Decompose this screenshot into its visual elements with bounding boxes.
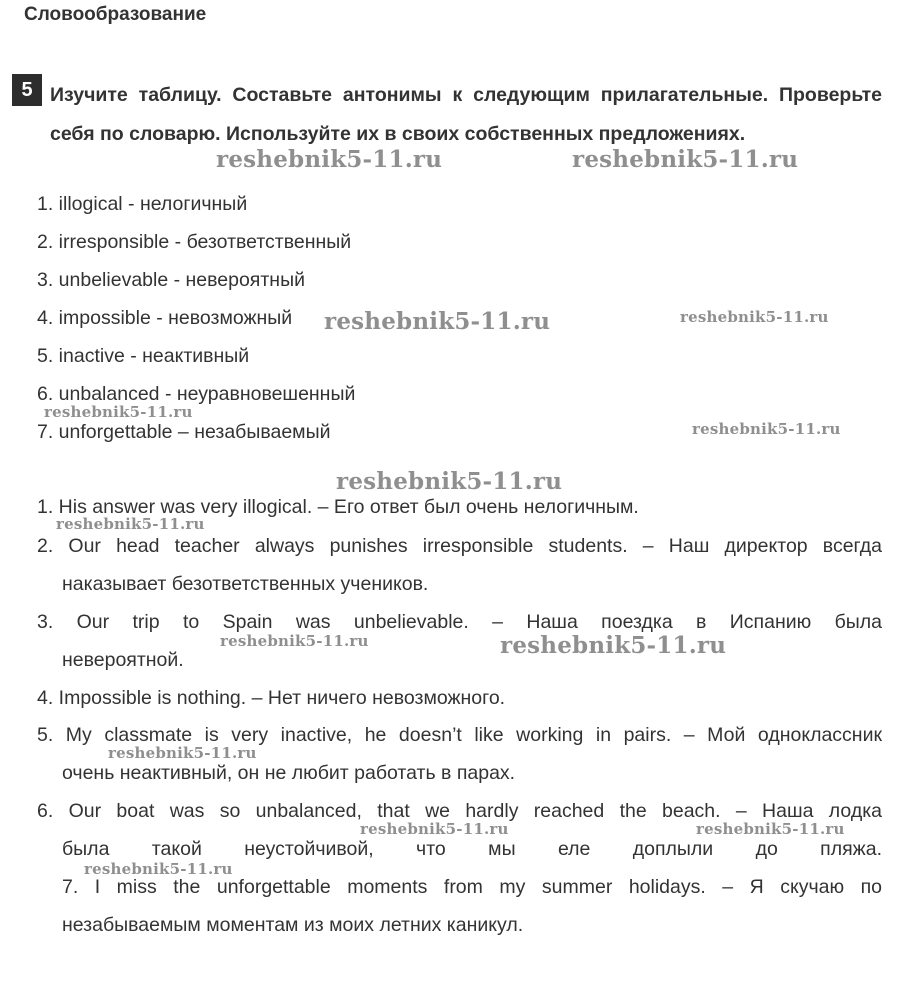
watermark: reshebnik5-11.ru xyxy=(572,146,799,173)
antonym-item-4: 4. impossible - невозможный xyxy=(37,307,293,329)
sentence-2 xyxy=(37,527,882,603)
sentence-5-line-1: 5. My classmate is very inactive, he doesn’t like working in pairs. – Мой одноклассник xyxy=(37,724,882,746)
watermark: reshebnik5-11.ru xyxy=(84,860,233,878)
watermark: reshebnik5-11.ru xyxy=(44,403,193,421)
antonym-item-2: 2. irresponsible - безответственный xyxy=(37,231,352,253)
sentence-3-line-2: невероятной. xyxy=(62,649,184,671)
antonym-item-6: 6. unbalanced - неуравновешенный xyxy=(37,383,356,405)
antonym-item-5: 5. inactive - неактивный xyxy=(37,345,250,367)
antonym-item-7: 7. unforgettable – незабываемый xyxy=(37,421,331,443)
watermark: reshebnik5-11.ru xyxy=(324,308,551,335)
sentence-7-line-1: 7. I miss the unforgettable moments from my summer holidays. – Я скучаю по xyxy=(62,876,882,898)
sentence-7-line-2: незабываемым моментам из моих летних каникул. xyxy=(62,914,524,936)
sentence-3 xyxy=(37,603,882,679)
sentence-1: 1. His answer was very illogical. – Его ответ был очень нелогичным. xyxy=(37,496,639,518)
watermark: reshebnik5-11.ru xyxy=(336,468,563,495)
sentence-4: 4. Impossible is nothing. – Нет ничего невозможного. xyxy=(37,687,506,709)
watermark: reshebnik5-11.ru xyxy=(56,515,205,533)
section-title: Словообразование xyxy=(24,4,207,25)
watermark: reshebnik5-11.ru xyxy=(360,820,509,838)
watermark: reshebnik5-11.ru xyxy=(216,146,443,173)
sentence-7 xyxy=(37,868,882,944)
task-number-badge: 5 xyxy=(12,74,42,106)
sentence-2-line-2: наказывает безответственных учеников. xyxy=(62,573,429,595)
sentence-5-line-2: очень неактивный, он не любит работать в парах. xyxy=(62,762,516,784)
sentence-6-line-1: 6. Our boat was so unbalanced, that we hardly reached the beach. – Наша лодка xyxy=(37,800,882,822)
watermark: reshebnik5-11.ru xyxy=(220,632,369,650)
watermark: reshebnik5-11.ru xyxy=(500,632,727,659)
watermark: reshebnik5-11.ru xyxy=(696,820,845,838)
sentence-2-line-1: 2. Our head teacher always punishes irresponsible students. – Наш директор всегда xyxy=(37,535,882,557)
antonym-item-3: 3. unbelievable - невероятный xyxy=(37,269,305,291)
sentence-6-line-2: была такой неустойчивой, что мы еле доплыли до пляжа. xyxy=(62,838,882,860)
watermark: reshebnik5-11.ru xyxy=(692,420,841,438)
sentence-3-line-1: 3. Our trip to Spain was unbelievable. – Наша поездка в Испанию была xyxy=(37,611,882,633)
watermark: reshebnik5-11.ru xyxy=(108,744,257,762)
task-instruction: Изучите таблицу. Составьте антонимы к следующим прилагательные. Проверьте себя по словарю. Используйте их в своих собственных предложениях. xyxy=(50,84,882,145)
antonym-item-1: 1. illogical - нелогичный xyxy=(37,193,248,215)
watermark: reshebnik5-11.ru xyxy=(680,308,829,326)
